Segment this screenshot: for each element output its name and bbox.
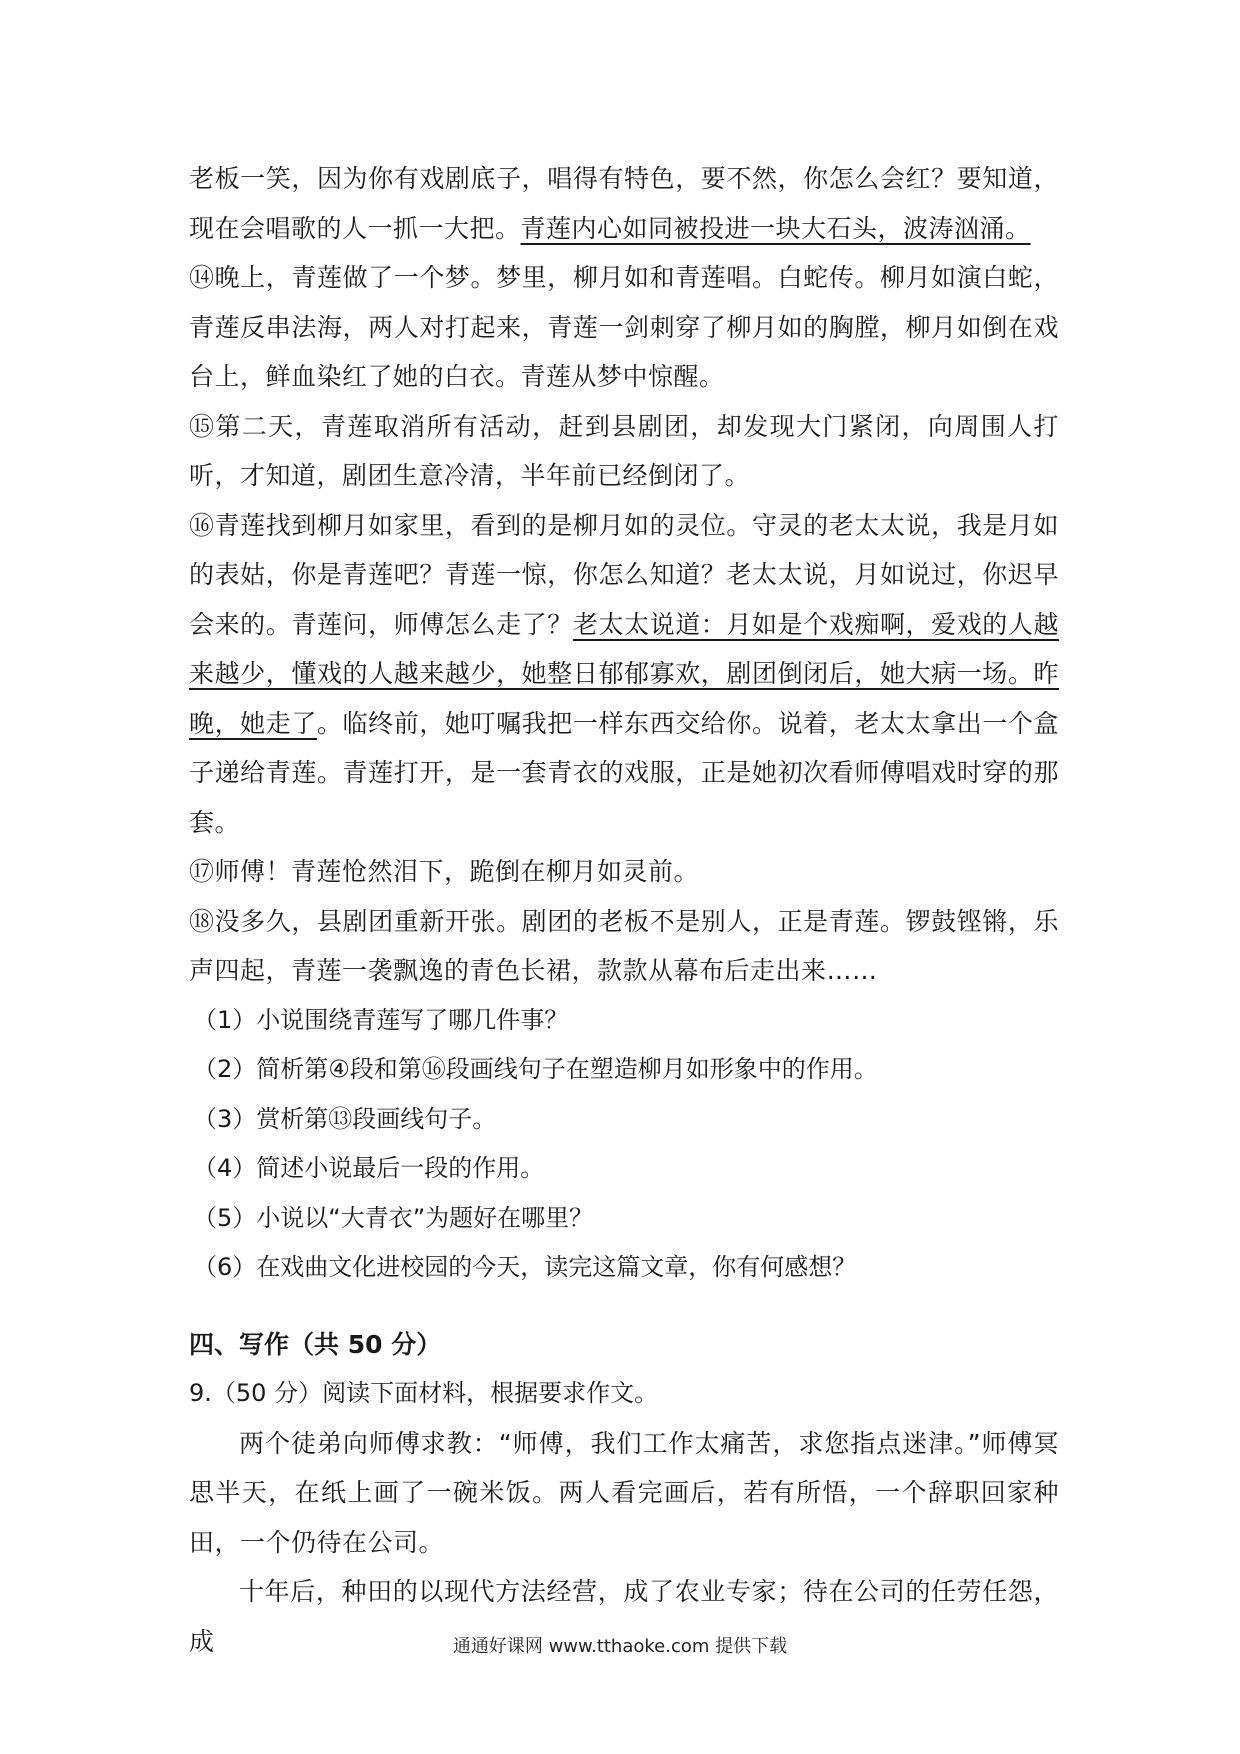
- question-item: （3）赏析第⑬段画线句子。: [193, 1104, 497, 1133]
- underlined-sentence-16: 老太太说道：月如是个戏痴啊，爱戏的人越来越少，懂戏的人越来越少，她整日郁郁寡欢，剧团倒闭后，她大病一场。昨晚，她走了: [189, 609, 1059, 738]
- section-title: 四、写作（共 50 分）: [189, 1329, 442, 1359]
- question-item: （1）小说围绕青莲写了哪几件事？: [193, 1005, 569, 1034]
- page-content: [189, 154, 1059, 1666]
- question-item: （5）小说以“大青衣”为题好在哪里？: [193, 1203, 594, 1232]
- paragraph-15: ⑮第二天，青莲取消所有活动，赶到县剧团，却发现大门紧闭，向周围人打听，才知道，剧团生意冷清，半年前已经倒闭了。: [189, 411, 1059, 490]
- question-item: （6）在戏曲文化进校园的今天，读完这篇文章，你有何感想？: [193, 1253, 857, 1281]
- underlined-sentence-13: 青莲内心如同被投进一块大石头，波涛汹涌。: [520, 213, 1031, 243]
- paragraph-14: ⑭晚上，青莲做了一个梦。梦里，柳月如和青莲唱。白蛇传。柳月如演白蛇，青莲反串法海，两人对打起来，青莲一剑刺穿了柳月如的胸膛，柳月如倒在戏台上，鲜血染红了她的白衣。青莲从梦中惊醒。: [189, 263, 1059, 391]
- question-list: [189, 996, 1059, 1293]
- paragraph-16: [189, 501, 1059, 848]
- paragraph-17: ⑰师傅！青莲怆然泪下，跪倒在柳月如灵前。: [189, 857, 700, 886]
- material-paragraph-1: 两个徒弟向师傅求教：“师傅，我们工作太痛苦，求您指点迷津。”师傅冥思半天，在纸上画了一碗米饭。两人看完画后，若有所悟，一个辞职回家种田，一个仍待在公司。: [189, 1428, 1059, 1557]
- material-paragraph-2: 十年后，种田的以现代方法经营，成了农业专家；待在公司的任劳任怨，成: [189, 1577, 1059, 1656]
- page-footer: 通通好课网 www.tthaoke.com 提供下载: [452, 1636, 788, 1657]
- question-item: （2）简析第④段和第⑯段画线句子在塑造柳月如形象中的作用。: [193, 1055, 878, 1083]
- paragraph-13-text: 老板一笑，因为你有戏剧底子，唱得有特色，要不然，你怎么会红？要知道，现在会唱歌的人一抓一大把。: [189, 164, 1059, 243]
- paragraph-13: [189, 154, 1059, 253]
- paragraph-16-text-b: 。临终前，她叮嘱我把一样东西交给你。说着，老太太拿出一个盒子递给青莲。青莲打开，是一套青衣的戏服，正是她初次看师傅唱戏时穿的那套。: [189, 708, 1059, 837]
- question-item: （4）简述小说最后一段的作用。: [193, 1154, 545, 1182]
- paragraph-18: ⑱没多久，县剧团重新开张。剧团的老板不是别人，正是青莲。锣鼓铿锵，乐声四起，青莲一袭飘逸的青色长裙，款款从幕布后走出来……: [189, 906, 1059, 985]
- writing-task-intro: 9.（50 分）阅读下面材料，根据要求作文。: [189, 1379, 659, 1407]
- paragraph-16-text-a: ⑯青莲找到柳月如家里，看到的是柳月如的灵位。守灵的老太太说，我是月如的表姑，你是青莲吧？青莲一惊，你怎么知道？老太太说，月如说过，你迟早会来的。青莲问，师傅怎么走了？: [189, 510, 1059, 639]
